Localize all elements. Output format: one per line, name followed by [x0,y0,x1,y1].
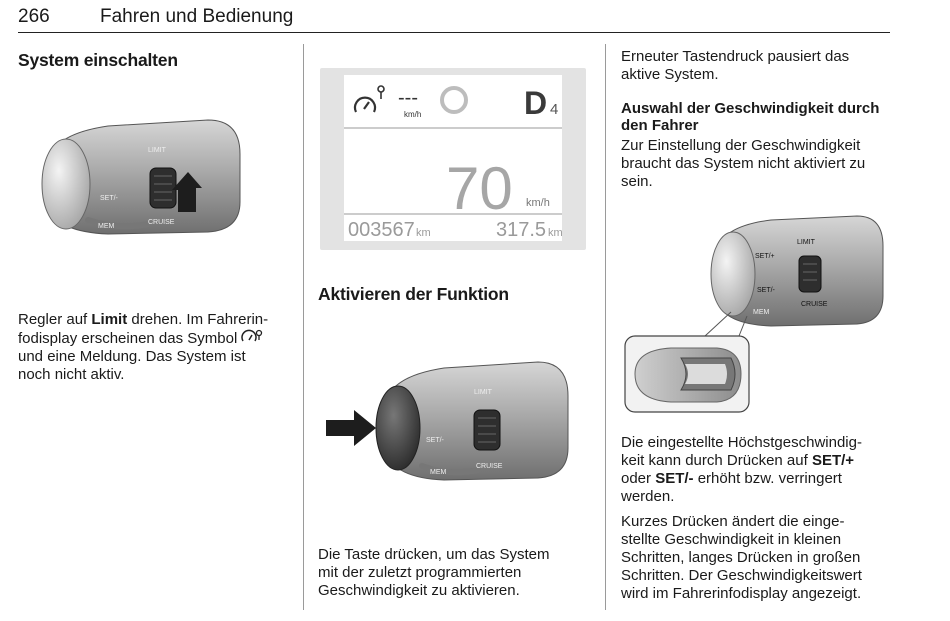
heading-aktivieren: Aktivieren der Funktion [318,284,509,304]
bold-set-plus: SET/+ [811,452,855,469]
text: und eine Meldung. Das System ist [18,348,246,365]
bold-set-minus: SET/- [655,470,694,487]
bold-limit: Limit [91,311,128,328]
column-divider-1 [303,44,304,610]
chapter-title: Fahren und Bedienung [100,6,294,27]
display-graphics [320,68,586,250]
stalk-illustration-3 [621,214,893,424]
text: braucht das System nicht aktiviert zu [621,155,866,172]
stalk-label-limit: LIMIT [148,147,166,154]
gear-number: 4 [550,101,559,118]
page-number: 266 [18,6,50,27]
stalk-label-cruise: CRUISE [148,219,175,226]
text: keit kann durch Drücken auf [621,452,812,469]
stalk-illustration-1 [18,112,290,272]
text: aktive System. [621,66,719,83]
col2-paragraph [318,546,588,600]
text: oder [621,470,656,487]
push-arrow-icon [326,410,376,446]
text: Erneuter Tastendruck pausiert das [621,48,850,65]
trip-value: 317.5 [496,219,547,241]
stalk-label-cruise: CRUISE [476,463,503,470]
stalk-label-mem: MEM [430,469,447,476]
column-divider-2 [605,44,606,610]
col3-intro [621,48,893,84]
text: drehen. Im Fahrerin- [127,311,269,328]
limit-unit: km/h [404,110,422,119]
col3-para3 [621,513,893,603]
stalk-label-set-minus: SET/- [100,195,118,202]
stalk-illustration-2 [318,356,588,516]
text: fodisplay erscheinen das Symbol [18,330,238,347]
stalk-label-limit: LIMIT [797,239,815,246]
speed-limiter-icon [241,329,263,345]
current-speed: 70 [446,155,513,222]
stalk-label-set-minus: SET/- [757,287,775,294]
limit-dashes: --- [398,87,418,109]
stalk-label-mem: MEM [753,309,770,316]
heading-system-einschalten: System einschalten [18,50,178,70]
odometer-unit: km [416,227,431,239]
status-ring-icon [442,88,466,112]
text: Geschwindigkeit zu aktivieren. [318,582,520,599]
driver-info-display [320,68,586,250]
stalk-label-cruise: CRUISE [801,301,828,308]
col1-paragraph [18,311,290,384]
text: sein. [621,173,653,190]
text: Regler auf [18,311,92,328]
col3-para2 [621,434,893,506]
speedometer-icon [355,86,384,112]
stalk-label-set-plus: SET/+ [755,253,775,260]
subheading-line: Auswahl der Geschwindigkeit durch [621,100,880,117]
text: Schritten, langes Drücken in großen [621,549,861,566]
text: Kurzes Drücken ändert die einge- [621,513,845,530]
text: mit der zuletzt programmierten [318,564,522,581]
text: Schritten. Der Geschwindigkeitswert [621,567,862,584]
stalk-label-set-minus: SET/- [426,437,444,444]
text: erhöht bzw. verringert [693,470,842,487]
odometer-value: 003567 [348,219,415,241]
col3-para1 [621,137,893,191]
text: werden. [621,488,675,505]
text: Die eingestellte Höchstgeschwindig- [621,434,862,451]
text: Zur Einstellung der Geschwindigkeit [621,137,861,154]
stalk-label-mem: MEM [98,223,115,230]
speed-unit: km/h [526,197,550,209]
page-header [18,6,890,33]
text: stellte Geschwindigkeit in kleinen [621,531,842,548]
text: Die Taste drücken, um das System [318,546,550,563]
text: wird im Fahrerinfodisplay angezeigt. [621,585,862,602]
subheading-line: den Fahrer [621,117,699,134]
gear-letter: D [524,85,548,121]
trip-unit: km [548,227,563,239]
text: noch nicht aktiv. [18,366,125,383]
col3-subheading [621,100,893,134]
stalk-label-limit: LIMIT [474,389,492,396]
